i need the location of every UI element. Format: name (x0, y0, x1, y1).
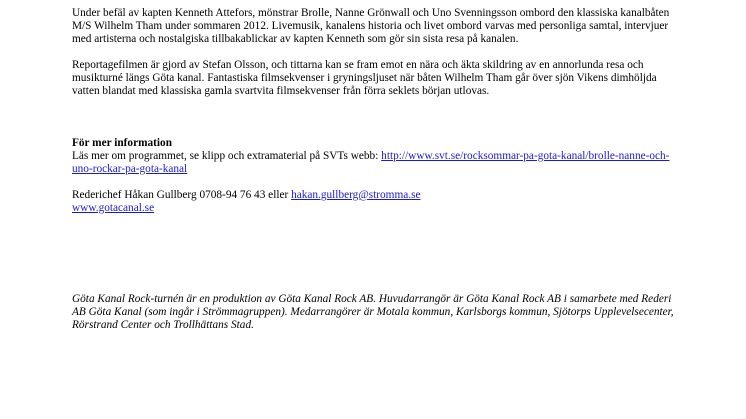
contact-text: Rederichef Håkan Gullberg 0708-94 76 43 eller (72, 189, 292, 201)
contact-section (72, 189, 682, 215)
svt-link[interactable]: http://www.svt.se/rocksommar-pa-gota-kanal/brolle-nanne-och-uno-rockar-pa-gota-kanal (72, 150, 670, 175)
info-heading: För mer information (72, 137, 172, 149)
body-paragraph-1: Under befäl av kapten Kenneth Attefors, mönstrar Brolle, Nanne Grönwall och Uno Svenningsson ombord den klassiska kanalbåten M/S Wilhelm Tham under sommaren 2012. Livemusik, kanalens historia och livet ombord varvas med personliga samtal, intervjuer med artisterna och nostalgiska tillbakablickar av kapten Kenneth som gör sin sista resa på kanalen. (72, 7, 670, 45)
website-line (72, 202, 682, 215)
body-paragraph-2: Reportagefilmen är gjord av Stefan Olsson, och tittarna kan se fram emot en nära och äkta skildring av en annorlunda resa och musikturné längs Göta kanal. Fantastiska filmsekvenser i gryningsljuset när båten Wilhelm Tham går över sjön Vikens dimhöljda vatten blandat med klassiska gamla svartvita filmsekvenser från förra seklets början utlovas. (72, 59, 657, 97)
contact-line (72, 189, 682, 202)
info-paragraph (72, 150, 682, 176)
document-page (72, 7, 682, 332)
info-text: Läs mer om programmet, se klipp och extramaterial på SVTs webb: (72, 150, 382, 162)
info-section (72, 137, 682, 176)
website-link[interactable]: www.gotacanal.se (72, 202, 155, 214)
footer-note: Göta Kanal Rock-turnén är en produktion av Göta Kanal Rock AB. Huvudarrangör är Göta Kanal Rock AB i samarbete med Rederi AB Göta Kanal (som ingår i Strömmagruppen). Medarrangörer är Motala kommun, Karlsborgs kommun, Sjötorps Upplevelsecenter, Rörstrand Center och Trollhättans Stad. (72, 293, 674, 331)
email-link[interactable]: hakan.gullberg@stromma.se (291, 189, 421, 201)
